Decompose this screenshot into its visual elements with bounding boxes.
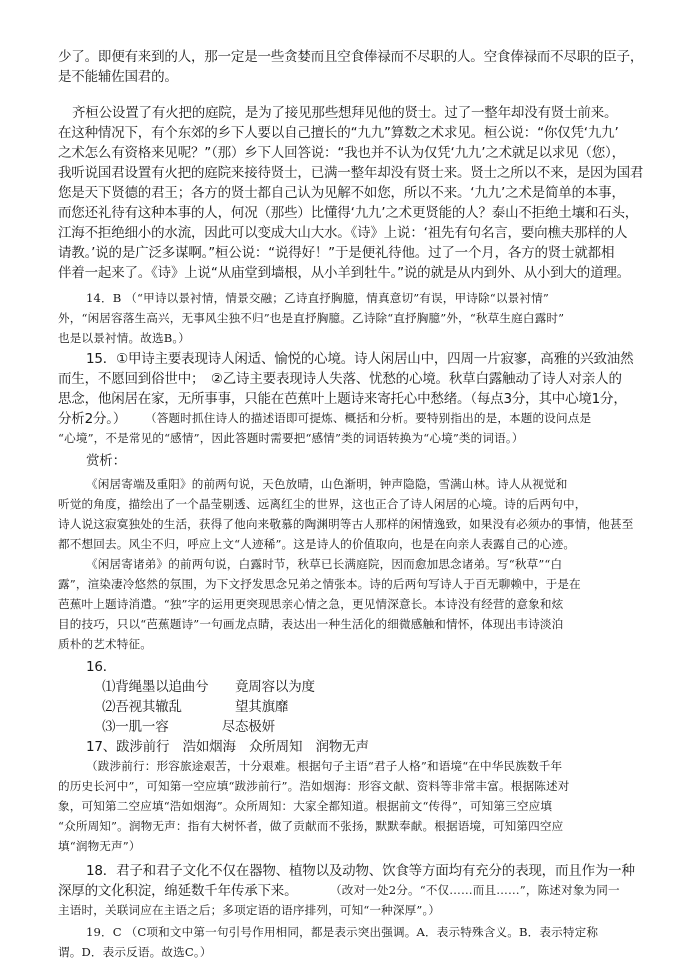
text-line: 都不想回去。风尘不归，呼应上文“人迹稀”。这是诗人的价值取向，也是在向亲人表露自己的心迹。 xyxy=(58,537,576,551)
text-line: ⑶一肌一容 尽态极妍 xyxy=(102,719,275,735)
text-line: 17、跋涉前行 浩如烟海 众所周知 润物无声 xyxy=(86,739,369,755)
text-line: 少了。即便有来到的人，那一定是一些贪婪而且空食俸禄而不尽职的人。空食俸禄而不尽职的臣子， xyxy=(58,49,644,65)
text-line: 18．君子和君子文化不仅在器物、植物以及动物、饮食等方面均有充分的表现，而且作为一种 xyxy=(86,863,635,879)
text-line: 19．C （C项和文中第一句引号作用相同，都是表示突出强调。A．表示特殊含义。B．表示特定称 xyxy=(86,925,599,939)
text-line: 目的技巧，只以“芭蕉题诗”一句画龙点睛，表达出一种生活化的细微感触和情怀，体现出韦诗淡泊 xyxy=(58,617,564,631)
text-line: 的历史长河中”，可知第一空应填“跋涉前行”。浩如烟海：形容文献、资料等非常丰富。根据陈述对 xyxy=(58,779,570,793)
text-line: 伴着一起来了。《诗》上说“从庙堂到墙根，从小羊到牡牛。”说的就是从内到外、从小到大的道理。 xyxy=(58,265,630,281)
text-line: 请教。’说的是广泛多谋啊。”桓公说：“说得好！”于是便礼待他。过了一个月，各方的贤士就都相 xyxy=(58,245,615,261)
text-line: 外，“闲居容落生高兴，无事风尘独不归”也是直抒胸臆。乙诗除“直抒胸臆”外，“秋草生庭白露时” xyxy=(58,311,565,325)
text-line: “心境”，不是常见的“感情”，因此答题时需要把“感情”类的词语转换为“心境”类的词语。） xyxy=(58,431,524,445)
text-line: 齐桓公设置了有火把的庭院，是为了接见那些想拜见他的贤士。过了一整年却没有贤士前来。 xyxy=(72,105,618,121)
text-line: 填“润物无声”） xyxy=(58,839,141,853)
text-line: （改对一处2分。“不仅……而且……”，陈述对象为同一 xyxy=(330,883,620,897)
text-line: 听觉的角度，描绘出了一个晶莹剔透、远离红尘的世界，这也正合了诗人闲居的心境。诗的后两句中， xyxy=(58,497,587,511)
text-line: 象，可知第二空应填“浩如烟海”。众所周知：大家全都知道。根据前文“传得”，可知第三空应填 xyxy=(58,799,553,813)
text-line: ⑴背绳墨以追曲兮 竟周容以为度 xyxy=(102,679,315,695)
text-line: 主语时，关联词应在主语之后；多项定语的语序排列，可知“一种深厚”。） xyxy=(58,903,441,917)
text-line: 您是天下贤德的君王；各方的贤士都自己认为见解不如您，所以不来。‘九九’之术是简单的本事， xyxy=(58,185,625,201)
text-line: 《闲居寄诸弟》的前两句说，白露时节，秋草已长满庭院，因而愈加思念诸弟。写“秋草”“白 xyxy=(86,557,563,571)
text-line: 在这种情况下，有个东郊的乡下人要以自己擅长的“九九”算数之术求见。桓公说：“你仅凭‘九九’ xyxy=(58,125,619,141)
text-line: 质朴的艺术特征。 xyxy=(58,637,152,651)
text-line: 深厚的文化积淀，绵延数千年传承下来。 xyxy=(58,883,298,899)
text-line: 而生，不愿回到俗世中； ②乙诗主要表现诗人失落、忧愁的心境。秋草白露触动了诗人对亲人的 xyxy=(58,371,622,387)
text-line: 分析2分。） xyxy=(58,411,127,427)
text-line: 诗人说这寂寞独处的生活，获得了他向来敬慕的陶渊明等古人那样的闲情逸致，如果没有必须办的事情，他甚至 xyxy=(58,517,634,531)
text-line: 赏析： xyxy=(86,453,126,469)
text-line: （答题时抓住诗人的描述语即可提炼、概括和分析。要特别指出的是，本题的设问点是 xyxy=(145,411,592,425)
text-line: “众所周知”。润物无声：指有大树怀者，做了贡献而不张扬，默默奉献。根据语境，可知第四空应 xyxy=(58,819,564,833)
text-line: 江海不拒绝细小的水流，因此可以变成大山大水。《诗》上说：‘祖先有句名言，要向樵夫那样的人 xyxy=(58,225,628,241)
text-line: 是不能辅佐国君的。 xyxy=(58,69,178,85)
text-line: 我听说国君设置有火把的庭院来接待贤士，已满一整年却没有贤士来。贤士之所以不来，是因为国君 xyxy=(58,165,644,181)
text-line: ⑵吾视其辙乱 望其旗靡 xyxy=(102,699,289,715)
text-line: 思念，他闲居在家，无所事事，只能在芭蕉叶上题诗来寄托心中愁绪。（每点3分，其中心境1分， xyxy=(58,391,627,407)
text-line: 14．B （“甲诗以景衬情，情景交融；乙诗直抒胸臆，情真意切”有误，甲诗除“以景衬情” xyxy=(86,291,549,305)
text-line: （跋涉前行：形容旅途艰苦，十分艰难。根据句子主语“君子人格”和语境“在中华民族数千年 xyxy=(86,759,563,773)
text-line: 露”，渲染凄冷悠然的氛围，为下文抒发思念兄弟之情张本。诗的后两句写诗人于百无聊赖中，于是在 xyxy=(58,577,581,591)
text-line: 之术怎么有资格来见呢？”（那）乡下人回答说：“我也并不认为仅凭‘九九’之术就足以求见（您）， xyxy=(58,145,625,161)
text-line: 而您还礼待有这种本事的人，何况（那些）比懂得‘九九’之术更贤能的人？泰山不拒绝土壤和石头， xyxy=(58,205,639,221)
text-line: 谓。D．表示反语。故选C。） xyxy=(58,945,212,959)
text-line: 芭蕉叶上题诗消遣。“独”字的运用更突现思亲心情之急，更见情深意长。本诗没有经营的意象和炫 xyxy=(58,597,564,611)
text-line: 15．①甲诗主要表现诗人闲适、愉悦的心境。诗人闲居山中，四周一片寂寥，高雅的兴致油然 xyxy=(86,351,634,367)
text-line: 16． xyxy=(86,659,117,675)
text-line: 《闲居寄端及重阳》的前两句说，天色放晴，山色渐明，钟声隐隐，雪满山林。诗人从视觉和 xyxy=(86,477,568,491)
text-line: 也是以景衬情。故选B。） xyxy=(58,331,191,345)
